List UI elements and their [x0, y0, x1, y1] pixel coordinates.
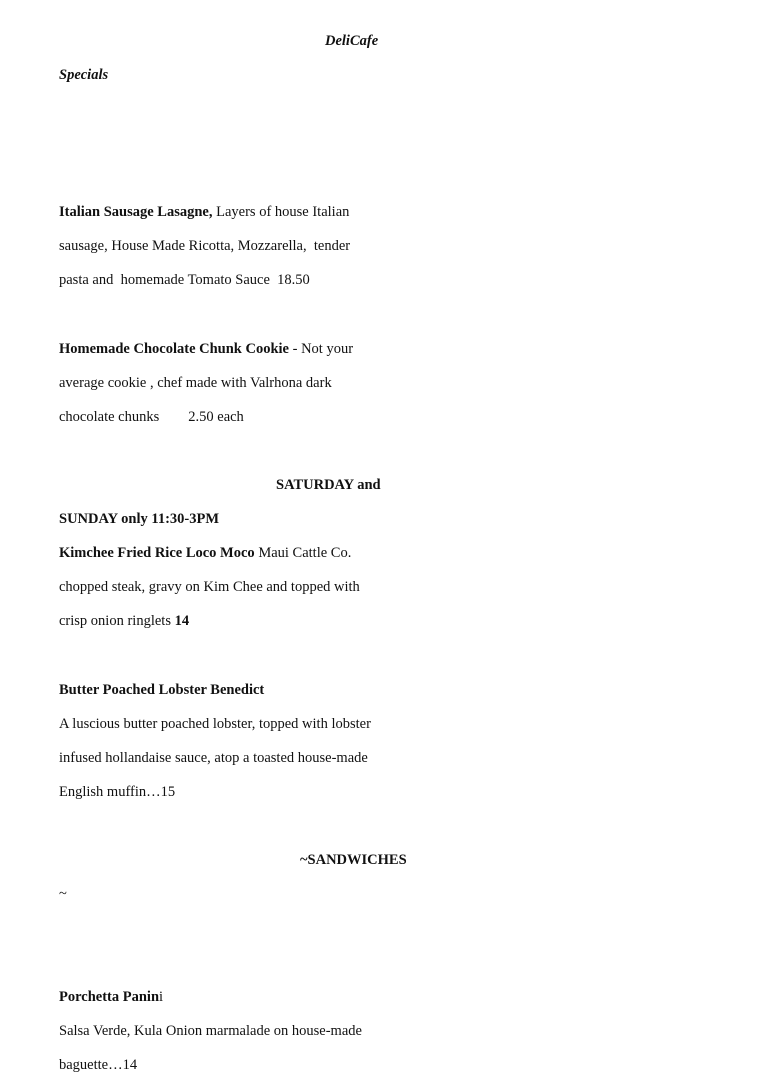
weekend-item-desc: A luscious butter poached lobster, topped with lobster: [59, 716, 371, 732]
weekend-item-name: Butter Poached Lobster Benedict: [59, 682, 265, 698]
sandwich-item-name-tail: i: [159, 989, 164, 1005]
sandwiches-heading-tilde: ~: [59, 886, 67, 902]
weekend-item-desc: Maui Cattle Co.: [254, 545, 352, 561]
special-item-cookie: [59, 339, 353, 359]
sandwich-item-name: Porchetta Panin: [59, 989, 160, 1005]
weekend-item-desc: chopped steak, gravy on Kim Chee and topped with: [59, 579, 360, 595]
special-item-name: Homemade Chocolate Chunk Cookie: [59, 341, 289, 357]
weekend-item-desc: English muffin…15: [59, 784, 176, 800]
special-item-lasagne: [59, 202, 349, 222]
weekend-item-desc: infused hollandaise sauce, atop a toasted house-made: [59, 750, 368, 766]
special-item-desc: pasta and homemade Tomato Sauce 18.50: [59, 272, 310, 288]
section-title-specials: Specials: [59, 67, 109, 83]
page-title: DeliCafe: [325, 33, 379, 49]
weekend-heading: SATURDAY and: [276, 477, 381, 493]
sandwich-item-desc: baguette…14: [59, 1057, 138, 1073]
special-item-desc: chocolate chunks 2.50 each: [59, 409, 244, 425]
special-item-desc: Layers of house Italian: [212, 204, 350, 220]
weekend-item-name: Kimchee Fried Rice Loco Moco: [59, 545, 255, 561]
weekend-item-desc-last: [59, 611, 189, 631]
sandwich-item-porchetta: [59, 987, 163, 1007]
weekend-item-loco-moco: [59, 543, 351, 563]
special-item-name: Italian Sausage Lasagne,: [59, 204, 213, 220]
special-item-desc: sausage, House Made Ricotta, Mozzarella, tender: [59, 238, 351, 254]
special-item-desc: average cookie , chef made with Valrhona dark: [59, 375, 332, 391]
weekend-item-price: 14: [174, 613, 190, 629]
weekend-item-desc: crisp onion ringlets: [59, 613, 175, 629]
sandwich-item-desc: Salsa Verde, Kula Onion marmalade on house-made: [59, 1023, 362, 1039]
sandwiches-heading: ~SANDWICHES: [300, 852, 407, 868]
weekend-heading-hours: SUNDAY only 11:30-3PM: [59, 511, 220, 527]
special-item-desc: - Not your: [289, 341, 354, 357]
